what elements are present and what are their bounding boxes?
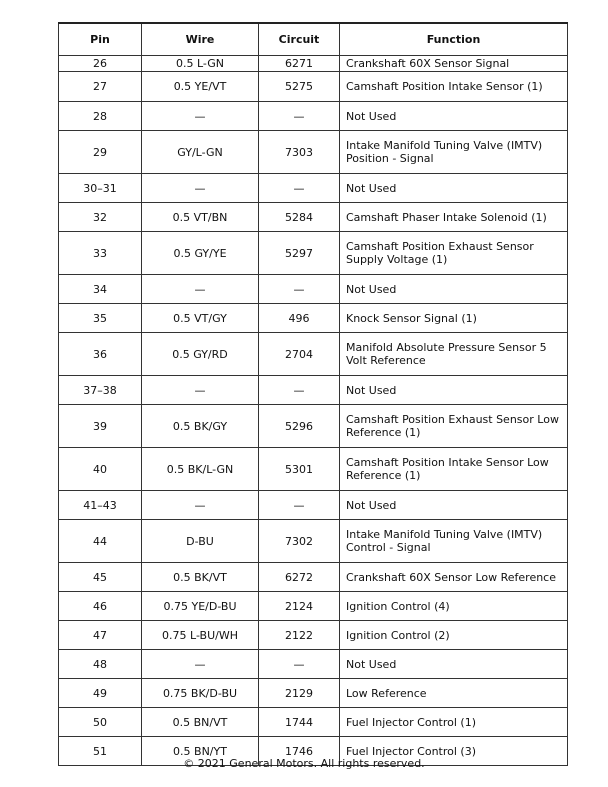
wire-cell: 0.75 BK/D-BU xyxy=(142,679,259,708)
function-line: Knock Sensor Signal (1) xyxy=(346,311,477,325)
table-row xyxy=(59,275,568,304)
function-line: Fuel Injector Control (1) xyxy=(346,715,477,729)
pin-cell: 40 xyxy=(59,448,142,491)
function-cell xyxy=(340,102,568,131)
wire-cell: GY/L-GN xyxy=(142,131,259,174)
function-line: Manifold Absolute Pressure Sensor 5 xyxy=(346,341,547,354)
function-cell xyxy=(340,275,568,304)
function-cell xyxy=(340,174,568,203)
function-line: Fuel Injector Control (3) xyxy=(346,744,477,758)
circuit-cell: — xyxy=(259,275,340,304)
table-row xyxy=(59,203,568,232)
function-cell xyxy=(340,491,568,520)
pin-cell: 34 xyxy=(59,275,142,304)
wire-cell: 0.5 GY/RD xyxy=(142,333,259,376)
function-cell xyxy=(340,376,568,405)
wire-cell: 0.5 BK/VT xyxy=(142,563,259,592)
pin-cell: 46 xyxy=(59,592,142,621)
function-line: Camshaft Position Intake Sensor (1) xyxy=(346,80,543,93)
function-line: Low Reference xyxy=(346,686,427,700)
circuit-cell: 1744 xyxy=(259,708,340,737)
function-line: Crankshaft 60X Sensor Low Reference xyxy=(346,570,556,584)
function-line: Not Used xyxy=(346,657,397,671)
wire-cell: 0.5 L-GN xyxy=(142,56,259,72)
wire-cell: — xyxy=(142,650,259,679)
circuit-cell: — xyxy=(259,376,340,405)
table-row xyxy=(59,520,568,563)
function-cell xyxy=(340,131,568,174)
circuit-cell: 1746 xyxy=(259,737,340,766)
table-row xyxy=(59,448,568,491)
function-line: Ignition Control (4) xyxy=(346,599,450,613)
function-line: Intake Manifold Tuning Valve (IMTV) xyxy=(346,528,543,541)
function-line: Not Used xyxy=(346,109,397,123)
wire-cell: D-BU xyxy=(142,520,259,563)
wire-cell: 0.75 L-BU/WH xyxy=(142,621,259,650)
function-cell xyxy=(340,232,568,275)
function-cell xyxy=(340,72,568,102)
function-cell xyxy=(340,520,568,563)
table-row xyxy=(59,174,568,203)
pin-cell: 30–31 xyxy=(59,174,142,203)
function-line: Reference (1) xyxy=(346,426,421,439)
function-line: Not Used xyxy=(346,181,397,195)
function-line: Ignition Control (2) xyxy=(346,628,450,642)
function-line: Camshaft Position Intake Sensor Low xyxy=(346,456,549,469)
circuit-cell: 5296 xyxy=(259,405,340,448)
pin-cell: 39 xyxy=(59,405,142,448)
pin-cell: 36 xyxy=(59,333,142,376)
table-header-row xyxy=(59,23,568,56)
circuit-cell: 5275 xyxy=(259,72,340,102)
function-line: Not Used xyxy=(346,498,397,512)
circuit-cell: 6272 xyxy=(259,563,340,592)
function-cell xyxy=(340,448,568,491)
table-row xyxy=(59,333,568,376)
pin-cell: 32 xyxy=(59,203,142,232)
wire-cell: — xyxy=(142,491,259,520)
header-pin: Pin xyxy=(59,23,142,56)
wire-cell: 0.75 YE/D-BU xyxy=(142,592,259,621)
function-cell xyxy=(340,563,568,592)
wire-cell: — xyxy=(142,102,259,131)
pin-cell: 50 xyxy=(59,708,142,737)
function-line: Not Used xyxy=(346,383,397,397)
table-row xyxy=(59,405,568,448)
function-line: Camshaft Position Exhaust Sensor xyxy=(346,240,534,253)
table-row xyxy=(59,376,568,405)
circuit-cell: 6271 xyxy=(259,56,340,72)
table-row xyxy=(59,650,568,679)
wire-cell: 0.5 GY/YE xyxy=(142,232,259,275)
header-wire: Wire xyxy=(142,23,259,56)
pin-cell: 48 xyxy=(59,650,142,679)
wire-cell: — xyxy=(142,275,259,304)
function-cell xyxy=(340,621,568,650)
circuit-cell: 5284 xyxy=(259,203,340,232)
pin-cell: 27 xyxy=(59,72,142,102)
pin-cell: 41–43 xyxy=(59,491,142,520)
function-line: Supply Voltage (1) xyxy=(346,253,448,266)
table-row xyxy=(59,592,568,621)
function-line: Camshaft Position Exhaust Sensor Low xyxy=(346,413,559,426)
pin-cell: 28 xyxy=(59,102,142,131)
function-line: Not Used xyxy=(346,282,397,296)
function-cell xyxy=(340,56,568,72)
pinout-table xyxy=(58,22,568,766)
circuit-cell: 5301 xyxy=(259,448,340,491)
copyright-footer: © 2021 General Motors. All rights reserved. xyxy=(183,757,425,770)
table-row xyxy=(59,232,568,275)
pin-cell: 45 xyxy=(59,563,142,592)
pin-cell: 44 xyxy=(59,520,142,563)
pin-cell: 29 xyxy=(59,131,142,174)
wire-cell: — xyxy=(142,376,259,405)
table-row xyxy=(59,56,568,72)
table-row xyxy=(59,708,568,737)
wire-cell: 0.5 BK/GY xyxy=(142,405,259,448)
circuit-cell: 7303 xyxy=(259,131,340,174)
circuit-cell: 2124 xyxy=(259,592,340,621)
circuit-cell: 2129 xyxy=(259,679,340,708)
pin-cell: 35 xyxy=(59,304,142,333)
circuit-cell: 7302 xyxy=(259,520,340,563)
wire-cell: 0.5 BN/YT xyxy=(142,737,259,766)
circuit-cell: — xyxy=(259,650,340,679)
circuit-cell: — xyxy=(259,174,340,203)
wire-cell: 0.5 YE/VT xyxy=(142,72,259,102)
header-circuit: Circuit xyxy=(259,23,340,56)
circuit-cell: 496 xyxy=(259,304,340,333)
function-line: Intake Manifold Tuning Valve (IMTV) xyxy=(346,139,543,152)
function-line: Control - Signal xyxy=(346,541,431,554)
function-cell xyxy=(340,405,568,448)
pin-cell: 37–38 xyxy=(59,376,142,405)
wire-cell: 0.5 BN/VT xyxy=(142,708,259,737)
function-line: Volt Reference xyxy=(346,354,426,367)
circuit-cell: — xyxy=(259,102,340,131)
table-row xyxy=(59,131,568,174)
function-cell xyxy=(340,333,568,376)
pin-cell: 33 xyxy=(59,232,142,275)
function-line: Crankshaft 60X Sensor Signal xyxy=(346,57,510,70)
circuit-cell: — xyxy=(259,491,340,520)
table-row xyxy=(59,102,568,131)
wire-cell: 0.5 BK/L-GN xyxy=(142,448,259,491)
table-row xyxy=(59,72,568,102)
function-line: Reference (1) xyxy=(346,469,421,482)
table-row xyxy=(59,621,568,650)
circuit-cell: 5297 xyxy=(259,232,340,275)
circuit-cell: 2122 xyxy=(259,621,340,650)
circuit-cell: 2704 xyxy=(259,333,340,376)
table-row xyxy=(59,491,568,520)
table-row xyxy=(59,563,568,592)
table-row xyxy=(59,304,568,333)
header-function: Function xyxy=(340,23,568,56)
function-cell xyxy=(340,679,568,708)
function-cell xyxy=(340,708,568,737)
wire-cell: 0.5 VT/BN xyxy=(142,203,259,232)
function-cell xyxy=(340,304,568,333)
pin-cell: 26 xyxy=(59,56,142,72)
function-cell xyxy=(340,650,568,679)
wire-cell: 0.5 VT/GY xyxy=(142,304,259,333)
function-line: Camshaft Phaser Intake Solenoid (1) xyxy=(346,210,547,224)
pin-cell: 51 xyxy=(59,737,142,766)
table-row xyxy=(59,679,568,708)
pin-cell: 47 xyxy=(59,621,142,650)
function-line: Position - Signal xyxy=(346,152,434,165)
wire-cell: — xyxy=(142,174,259,203)
function-cell xyxy=(340,592,568,621)
pin-cell: 49 xyxy=(59,679,142,708)
function-cell xyxy=(340,203,568,232)
